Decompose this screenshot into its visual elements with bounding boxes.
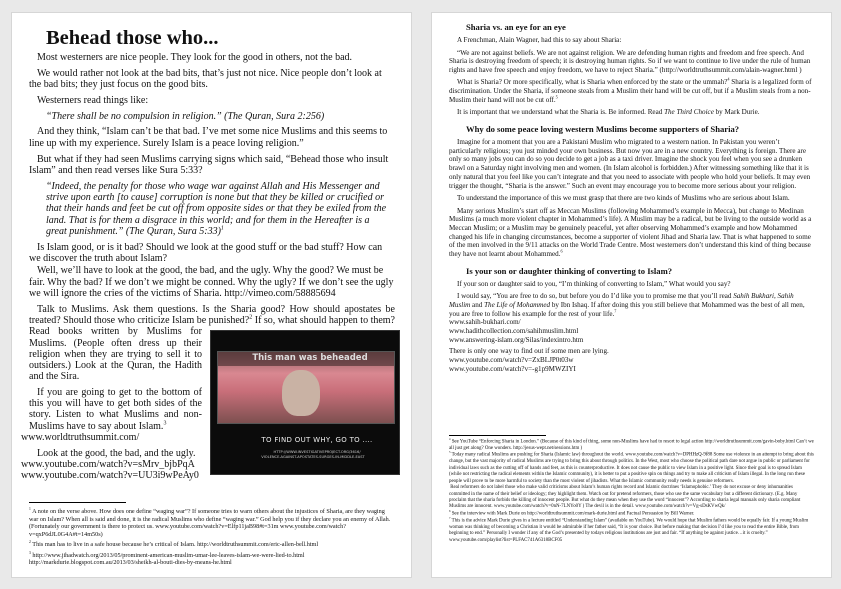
paragraph: “We are not against beliefs. We are not against religion. We are defending human rights and freedom and free speech. And Sharia is destroying freedom of speech; it is destroying human rights. So if we want to continue to live under the rule of human rights and have free speech and enjoy freedom, we have to reject Sharia.” (http://worldtruthsummit.com/alain-wagner.html ) (449, 48, 811, 74)
paragraph (449, 292, 813, 318)
quote-text: “Indeed, the penalty for those who wage war against Allah and His Messenger and strive upon earth [to cause] corruption is none but that they be killed or crucified or that their hands and feet be cut off from opposite sides or that they be exiled from the land. That is for them a disgrace in this world; and for them in the Hereafter is a great punishment.” (The Quran, Sura 5:33) (46, 180, 387, 237)
paragraph-text: by Ibn Ishaq. If after doing this you still believe that Mohammed was the best of all men, you are free to follow his example for the rest of your life. (449, 300, 805, 318)
footnote-ref[interactable]: 5 (555, 94, 558, 100)
paragraph: If your son or daughter said to you, “I’m thinking of converting to Islam,” What would you say? (457, 279, 731, 288)
paragraph: Westerners read things like: (37, 94, 149, 106)
footnote (449, 508, 814, 518)
footnote-number: 2 (29, 539, 31, 544)
footnote (449, 452, 814, 485)
image-url (219, 450, 407, 460)
footnote-ref[interactable]: 1 (220, 225, 224, 232)
paragraph-text: If so, what should happen to them? Read books written by Muslims for Muslims. (People often dress up their religion when they are trying to sell it to outsiders.) Look at the Quran, the Hadith and the Sira. (29, 314, 395, 383)
footnote-divider (29, 502, 126, 503)
link-list (449, 347, 813, 373)
footnote-text: A note on the verse above. How does one define “waging war”? If someone tries to warn others about the injustices of Sharia, are they waging war on Islam? When all is said and done, it is the radical Muslims who define “waging war.” God help you if they declare you an enemy of Allah. (Fortunately our government is there to protect us. www.youtube.com/watch?v=Elfp11jaB98#t=31m www.youtube.com/watch?v=qxP6dJL0G4A#t=14m50s) (29, 508, 391, 538)
paragraph-text: by Mark Durie. (713, 108, 760, 117)
footnote-ref[interactable]: 2 (249, 314, 253, 321)
footnote-text: See the interview with Mark Durie on http://worldtruthsummit.com/mark-durie.html and Factual Persuasion by Bill Warner. (451, 511, 695, 517)
footnote-ref[interactable]: 3 (163, 420, 167, 427)
footnote (29, 508, 395, 538)
footnote-text: See YouTube “Enforcing Sharia in London.” (Because of this kind of thing, some non-Muslims have had to resort to legal action http://worldtruthsummit.com/gavin-boby.html Can’t we all just get along? One wonders. http://jesus-wept.net/sessions.htm ) (449, 439, 814, 452)
paragraph: Well, we’ll have to look at the good, the bad, and the ugly. Why the good? We must be fair. Why the bad? If we don’t we might be conned. Why the ugly? If we don’t see the ugly we will ignore the cries of the victims of Sharia. http://vimeo.com/58885694 (29, 265, 394, 299)
page-2 (431, 12, 832, 578)
footnote (29, 541, 395, 549)
paragraph-text: Look at the good, the bad, and the ugly. (37, 447, 196, 459)
footnote-number: 7 (449, 515, 451, 520)
conjunction: and (470, 300, 485, 309)
link[interactable]: www.answering-islam.org/Silas/indexintro.htm (449, 335, 584, 344)
photo (217, 351, 395, 424)
paragraph: Imagine for a moment that you are a Pakistani Muslim who migrated to a western nation. In Pakistan you weren’t particularly religious; you just minded your own business. But now you are in a new country. Everything is foreign. There are only so many jobs you can do so you decide to get a job as a taxi driver. Imagine the shock you feel when you see a drunken brawl on a Saturday night involving men and women. (In Islam alcohol is forbidden.) After witnessing something like that it is only natural that you feel like you can’t integrate and that you need to associate with people who hold your beliefs. It may even trigger the thought, “Sharia is the answer.” Such an event may encourage you to become more serious about your religion. (449, 138, 811, 190)
paragraph: A Frenchman, Alain Wagner, had this to say about Sharia: (457, 36, 622, 44)
quote: “There shall be no compulsion in religion.” (The Quran, Sura 2:256) (46, 110, 325, 122)
image-text: TO FIND OUT WHY, GO TO .... (261, 436, 373, 445)
footnote-ref[interactable]: 7 (614, 308, 617, 314)
image-url-line: VIOLENCE-AGAINST-APOSTATES-SURGES-IN-MIDDLE-EAST (261, 455, 365, 460)
paragraph (449, 78, 813, 104)
paragraph-text: There is only one way to find out if some men are lying. (449, 347, 609, 356)
footnote (449, 437, 814, 455)
page-title: Behead those who... (46, 27, 219, 49)
footnote-number: 3 (29, 550, 31, 555)
paragraph-text: I would say, “You are free to do so, but before you do I’d like you to promise me that you’ll read (457, 292, 734, 301)
footnote-text: Real reformers do not label those who make valid criticisms about Islam’s human rights record and Islamic doctrines ‘Islamophobic.’ They do not excuse or deny inhumanities committed in the name of their belief or ideology; they highlight them. Watch out for pretend reformers, those who use the same vocabulary but a different dictionary. (E.g. Many proclaim that the sharia forbids the killing of innocent people. But what do they mean when they use the word “innocent”? According to sharia legal manuals only sharia compliant Muslims are innocent. www.youtube.com/watch?v=0nN-7LNYo0Y ) The devil is in the detail. www.youtube.com/watch?v=Vg-sDsKVwQk/ (449, 485, 801, 510)
footnote-text: This man has to live in a safe house because he’s critical of Islam. http://worldtruthsummit.com/eric-allen-bell.html (32, 541, 319, 548)
paragraph: We would rather not look at the bad bits, that’s just not nice. Nice people don’t look at the bad bits; they just focus on the good bits. (29, 67, 382, 91)
link[interactable]: www.worldtruthsummit.com/ (21, 431, 140, 443)
footnote (29, 552, 395, 567)
paragraph-text: It is important that we understand what the Sharia is. Be informed. Read (457, 108, 665, 117)
section-heading: Why do some peace loving western Muslims become supporters of Sharia? (466, 124, 740, 135)
book-title: Sahih Bukhari (733, 292, 774, 301)
link[interactable]: www.hadithcollection.com/sahihmuslim.html (449, 327, 579, 336)
section-heading: Sharia vs. an eye for an eye (466, 22, 566, 32)
link-list (449, 318, 813, 344)
image-caption: This man was beheaded (218, 352, 394, 365)
footnote-text: This is the advice Mark Durie gives in a lecture entitled “Understanding Islam” (available on YouTube). We would hope that Muslim fathers would be equally fair. If a young Muslim woman was thinking of becoming a Christian it would be admirable if her father said, “It is your choice. But before making that decision I’d like you to read the entire Bible, from beginning to end.” Personally I wonder if any of the God’s presented by todays religious institutions are just and fair. “If anything be against justice…it is cruelty.” www.youtube.com/playlist?list=PLFAC741A6318BCF05 (449, 518, 809, 543)
paragraph-text: Many serious Muslim’s start off as Meccan Muslims (following Mohammed’s example in Mecca), but change to Medinan Muslims (a much more violent chapter in Mohammed’s life). A Muslim may be a radical, but be living to the outside world as a Meccan Muslim; or a Muslim may be genuinely peaceful, yet after observing Mohammed’s example and how Mohammed changed his life in changing circumstances, become a supporter of violent Jihad and Sharia law. That is what happened to some of the men involved in the 9/11 attacks on the World Trade Centre. Most westerners don’t understand this kind of thing because they have not learnt about Mohammed. (449, 206, 812, 259)
paragraph (449, 207, 813, 259)
paragraph: Is Islam good, or is it bad? Should we look at the good stuff or the bad stuff? How can we discover the truth about Islam? (29, 241, 383, 264)
footnote-ref[interactable]: 6 (560, 248, 563, 254)
section-heading: Is your son or daughter thinking of converting to Islam? (466, 265, 673, 276)
footnote (449, 485, 814, 511)
paragraph: Most westerners are nice people. They look for the good in others, not the bad. (37, 52, 353, 63)
footnote (449, 515, 814, 544)
face-shape (282, 370, 320, 416)
book-title: The Life of Mohammed (484, 300, 551, 309)
paragraph: But what if they had seen Muslims carrying signs which said, “Behead those who insult Islam” and then read verses like Sura 5:33? (29, 153, 389, 176)
link[interactable]: www.youtube.com/watch?v=UU3i9wPeAy0 (21, 470, 199, 482)
paragraph-text: Sharia is a legalized form of discrimination. Under the Sharia, if someone steals from a Muslim their hand will be cut off, but if a Muslim steals from a non-Muslim their hand will not be cut off. (449, 78, 812, 104)
footnote-ref[interactable]: 4 (727, 77, 730, 83)
paragraph: And they think, “Islam can’t be that bad. I’ve met some nice Muslims and this seems to line up with my experience. Surely Islam is a peace loving religion.” (29, 126, 388, 149)
book-title: Sahih Muslim (449, 292, 794, 309)
image-url-line: HTTP://WWW.INVESTIGATIVEPROJECT.ORG/3616/ (273, 450, 361, 455)
beheaded-man-image (210, 330, 400, 475)
footnotes (29, 502, 395, 570)
footnote-number: 1 (29, 506, 31, 511)
footnotes (449, 435, 814, 544)
footnote-text: http://www.jihadwatch.org/2013/05/prominent-american-muslim-umar-lee-leaves-islam-we-were-lied-to.html http://markdurie.blogspot.com.au/2013/03/sheikh-al-bouti-dies-by-means-he.html (29, 551, 305, 566)
footnote-number: 4 (449, 437, 451, 441)
footnote-number: 6 (449, 508, 451, 513)
paragraph-text: Talk to Muslims. Ask them questions. Is the Sharia good? How should apostates be treated? Should those who criticize Islam be punished? (29, 303, 395, 326)
footnote-text: Today many radical Muslims are pushing for Sharia (Islamic law) throughout the world. www.youtube.com/watch?v=DPHHzQ-9f88 Some use violence in an attempt to bring about this change, but the vast majority of radical Muslims are trying to bring this about through politics. In the West, most who choose the political path dare not argue in public or parliament for individual laws such as the cutting off of hands and feet, as this is counterproductive. It does not cause the public to view Islam in a positive light. Since their goal is to spread Islam (while not restricting the radical elements within the Islamic community), it is better to put a positive spin on things and try to make all criticism of Islam illegal. In the long run these people will prove to be more harmful to society than the most violent of jihadists. What the Islamic community really needs is genuine reformers. (449, 453, 814, 484)
link[interactable]: www.youtube.com/watch?v=ZxBLJP0t03w (449, 356, 574, 365)
paragraph (449, 108, 813, 117)
link[interactable]: www.sahih-bukhari.com/ (449, 318, 521, 327)
paragraph-text: If you are going to get to the bottom of this you will have to get both sides of the story. Listen to what Muslims and non-Muslims have to say about Islam. (29, 386, 202, 432)
quote (29, 181, 395, 237)
footnote-divider (449, 435, 546, 436)
punctuation: , (774, 292, 778, 301)
link[interactable]: www.youtube.com/watch?v=sMrv_bjbPqA (21, 459, 195, 470)
link[interactable]: www.youtube.com/watch?v=-g1p9MWZIYI (449, 364, 576, 373)
paragraph: To understand the importance of this we must grasp that there are two kinds of Muslims who are serious about Islam. (457, 194, 790, 203)
footnote-number: 5 (449, 450, 451, 455)
page-1 (11, 12, 412, 578)
book-title: The Third Choice (664, 108, 714, 117)
paragraph-text: What is Sharia? Or more specifically, what is Sharia when enforced by the state or the ummah? (457, 78, 728, 87)
